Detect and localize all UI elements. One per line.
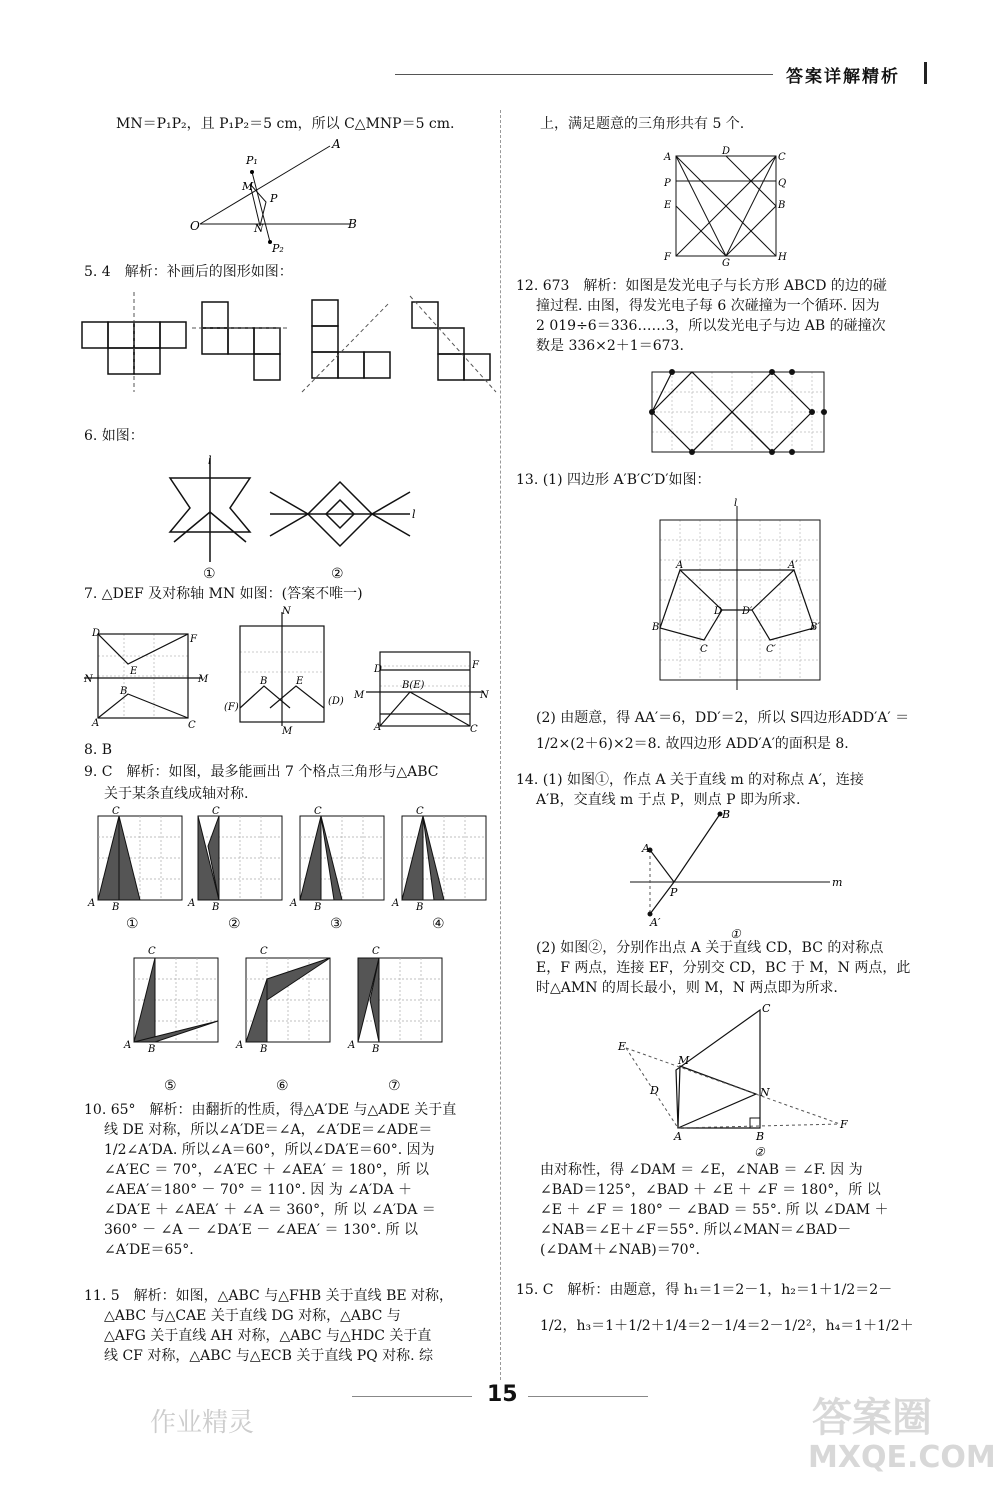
q9-label-5: ⑤ [164,1078,177,1094]
svg-text:A: A [348,1040,356,1051]
svg-text:B: B [120,686,128,697]
svg-text:E: E [618,1040,627,1053]
svg-text:N: N [282,606,291,617]
question-13-part-1: 13. (1) 四边形 A′B′C′D′如图： [516,472,711,488]
svg-text:B: B [112,902,120,913]
footer-rule-right [528,1396,648,1397]
svg-text:C: C [112,806,120,817]
svg-text:B: B [756,1130,765,1143]
question-13-part-2 [536,708,956,754]
svg-text:D: D [374,664,383,675]
watermark-text-2: 答案圈 [812,1395,932,1441]
svg-text:②: ② [754,1145,765,1159]
svg-text:A: A [664,152,672,163]
svg-text:P: P [670,886,678,899]
svg-text:P: P [664,178,671,189]
figure-angle-reflection [190,137,370,260]
watermark-text-3: MXQE.COM [808,1440,996,1475]
question-9-line-1: 9. C 解析：如图，最多能画出 7 个格点三角形与△ABC [84,764,439,780]
svg-text:A: A [92,718,100,729]
question-6: 6. 如图： [84,428,144,444]
question-12 [516,276,936,356]
q9-label-3: ③ [330,916,343,932]
svg-text:D: D [92,628,101,639]
svg-text:(F): (F) [224,702,239,713]
svg-text:F: F [190,634,197,645]
watermark-text-1: 作业精灵 [150,1408,255,1438]
q14-line: (2) 如图②，分别作出点 A 关于直线 CD，BC 的对称点 [536,940,884,956]
svg-text:G: G [722,258,730,269]
question-14-part-1 [516,770,936,810]
svg-text:l: l [412,508,416,521]
svg-text:C: C [212,806,220,817]
q6-label-2: ② [331,566,344,582]
q10-line: 360° － ∠A － ∠DA′E － ∠AEA′ ＝ 130°. 所 以 [104,1222,419,1238]
svg-text:A: A [88,898,96,909]
svg-text:①: ① [730,927,741,941]
column-divider [500,110,501,1380]
q14-line: ∠BAD＝125°，∠BAD ＋ ∠E ＋ ∠F ＝ 180°，所 以 [540,1182,881,1198]
svg-text:B: B [314,902,322,913]
page-number: 15 [487,1382,518,1407]
svg-text:E: E [130,666,138,677]
svg-text:C: C [778,152,786,163]
svg-text:A: A [374,722,382,733]
svg-text:N: N [84,674,93,685]
svg-text:(D): (D) [328,696,344,707]
q10-line: ∠A′DE＝65°. [104,1242,194,1258]
figure-q14-2 [616,1004,856,1164]
figure-q12-rectangle-path [640,364,840,464]
q10-line: ∠DA′E ＋ ∠AEA′ ＋ ∠A ＝ 360°，所 以 ∠A′DA ＝ [104,1202,436,1218]
svg-text:C: C [148,946,156,957]
footer-rule-left [352,1396,472,1397]
q10-line: ∠AEA′＝180° － 70° ＝ 110°. 因 为 ∠A′DA ＋ [104,1182,413,1198]
svg-text:A: A [674,1130,682,1143]
svg-text:C: C [372,946,380,957]
svg-text:A: A [392,898,400,909]
figure-q11-square [656,146,796,269]
svg-text:M: M [354,690,365,701]
right-line-1: 上，满足题意的三角形共有 5 个. [540,116,745,132]
q11-line: 线 CF 对称，△ABC 与△ECB 关于直线 PQ 对称. 综 [104,1348,434,1364]
q14-line: ∠NAB＝∠E＋∠F＝55°. 所以∠MAN＝∠BAD－ [540,1222,852,1238]
svg-text:F: F [472,660,479,671]
svg-text:E: E [664,200,672,211]
svg-text:C: C [188,720,196,731]
q12-line: 12. 673 解析：如图是发光电子与长方形 ABCD 的边的碰 [516,278,887,294]
svg-text:P₁: P₁ [246,154,258,167]
svg-text:A: A [676,560,684,571]
svg-text:B: B [260,1044,268,1055]
q13-line: (2) 由题意，得 AA′＝6，DD′＝2，所以 S四边形ADD′A′ ＝ [536,710,910,726]
svg-text:C: C [700,644,708,655]
svg-text:C: C [470,724,478,735]
svg-text:P: P [270,192,278,205]
q12-line: 数是 336×2＋1＝673. [536,338,684,354]
question-11 [84,1286,484,1366]
figure-q9-grids-row-1 [84,806,500,913]
svg-text:H: H [778,252,787,263]
svg-text:B: B [348,217,357,231]
header-rule [395,74,773,75]
q14-line: A′B，交直线 m 于点 P，则点 P 即为所求. [536,792,801,808]
svg-text:B: B [416,902,424,913]
q9-label-7: ⑦ [388,1078,401,1094]
svg-text:B: B [652,622,660,633]
svg-text:C: C [762,1002,771,1015]
svg-text:A: A [290,898,298,909]
svg-text:N: N [480,690,489,701]
q14-line: 由对称性，得 ∠DAM ＝ ∠E，∠NAB ＝ ∠F. 因 为 [540,1162,863,1178]
left-line-1: MN＝P₁P₂，且 P₁P₂＝5 cm，所以 C△MNP＝5 cm. [116,116,455,132]
svg-text:P₂: P₂ [272,242,284,255]
q9-label-6: ⑥ [276,1078,289,1094]
question-9-line-2: 关于某条直线成轴对称. [104,786,249,802]
question-5: 5. 4 解析：补画后的图形如图： [84,264,293,280]
q10-line: 10. 65° 解析：由翻折的性质，得△A′DE 与△ADE 关于直 [84,1102,457,1118]
svg-text:C′: C′ [766,644,776,655]
q11-line: △ABC 与△CAE 关于直线 DG 对称，△ABC 与 [104,1308,401,1324]
q10-line: ∠A′EC ＝ 70°，∠A′EC ＋ ∠AEA′ ＝ 180°，所 以 [104,1162,429,1178]
svg-text:B: B [372,1044,380,1055]
question-15-line-2: 1/2，h₃＝1＋1/2＋1/4＝2－1/4＝2－1/2²，h₄＝1＋1/2＋ [540,1318,914,1334]
svg-text:M: M [198,674,209,685]
svg-text:B: B [722,808,731,821]
svg-text:A: A [124,1040,132,1051]
figure-q7-grids [84,606,500,740]
q9-label-2: ② [228,916,241,932]
q9-label-4: ④ [432,916,445,932]
q11-line: 11. 5 解析：如图，△ABC 与△FHB 关于直线 BE 对称， [84,1288,454,1304]
figure-q6-symmetric-shapes [160,452,420,582]
svg-text:B: B [148,1044,156,1055]
svg-text:A: A [236,1040,244,1051]
svg-text:N: N [254,222,264,235]
q14-line: E，F 两点，连接 EF，分别交 CD，BC 于 M，N 两点，此 [536,960,911,976]
figure-q14-1 [620,806,850,946]
question-8: 8. B [84,742,113,758]
svg-text:Q: Q [778,178,787,189]
svg-text:C: C [416,806,424,817]
q12-line: 2 019÷6＝336……3，所以发光电子与边 AB 的碰撞次 [536,318,886,334]
q14-line: ∠E ＋ ∠F ＝ 180° － ∠BAD ＝ 55°. 所 以 ∠DAM ＋ [540,1202,889,1218]
svg-text:O: O [190,219,200,233]
header-bar [924,62,927,84]
q6-label-1: ① [203,566,216,582]
q12-line: 撞过程. 由图，得发光电子每 6 次碰撞为一个循环. 因为 [536,298,880,314]
svg-text:l: l [208,454,212,467]
svg-text:B: B [212,902,220,913]
question-14-part-2 [536,938,956,998]
svg-text:A: A [188,898,196,909]
svg-text:A′: A′ [650,916,661,929]
svg-text:F: F [664,252,671,263]
svg-text:D: D [722,146,731,157]
q13-line: 1/2×(2＋6)×2＝8. 故四边形 ADD′A′的面积是 8. [536,736,849,752]
svg-text:M: M [282,726,293,737]
svg-text:M: M [678,1054,690,1067]
svg-text:F: F [840,1118,848,1131]
q10-line: 线 DE 对称，所以∠A′DE＝∠A，∠A′DE＝∠ADE＝ [104,1122,433,1138]
question-15-line-1: 15. C 解析：由题意，得 h₁＝1＝2－1，h₂＝1＋1/2＝2－ [516,1282,893,1298]
q14-line: 14. (1) 如图①，作点 A 关于直线 m 的对称点 A′，连接 [516,772,864,788]
svg-text:l: l [734,498,738,509]
svg-text:D: D [714,606,723,617]
q9-label-1: ① [126,916,139,932]
svg-text:C: C [260,946,268,957]
svg-text:B′: B′ [810,622,820,633]
header-title: 答案详解精析 [786,67,900,87]
q11-line: △AFG 关于直线 AH 对称，△ABC 与△HDC 关于直 [104,1328,432,1344]
q14-line: (∠DAM＋∠NAB)＝70°. [540,1242,700,1258]
svg-text:D: D [650,1084,659,1097]
svg-text:E: E [296,676,304,687]
svg-text:C: C [314,806,322,817]
figure-q13-grid-reflection [650,500,830,690]
q14-line: 时△AMN 的周长最小，则 M，N 两点即为所求. [536,980,838,996]
svg-text:B(E): B(E) [402,680,425,691]
question-7: 7. △DEF 及对称轴 MN 如图：(答案不唯一) [84,586,363,602]
q10-line: 1/2∠A′DA. 所以∠A＝60°，所以∠DA′E＝60°. 因为 [104,1142,435,1158]
svg-text:N: N [760,1086,770,1099]
svg-text:B: B [778,200,786,211]
svg-text:A′: A′ [788,560,798,571]
question-10 [84,1100,484,1260]
figure-q9-grids-row-2 [120,944,460,1054]
question-14-part-3 [540,1160,960,1260]
figure-q5-completed-shapes [80,292,500,402]
svg-text:m: m [832,876,843,889]
svg-text:A: A [332,137,341,151]
svg-text:B: B [260,676,268,687]
svg-text:M: M [242,180,254,193]
svg-text:A: A [642,842,650,855]
svg-text:D′: D′ [742,606,753,617]
